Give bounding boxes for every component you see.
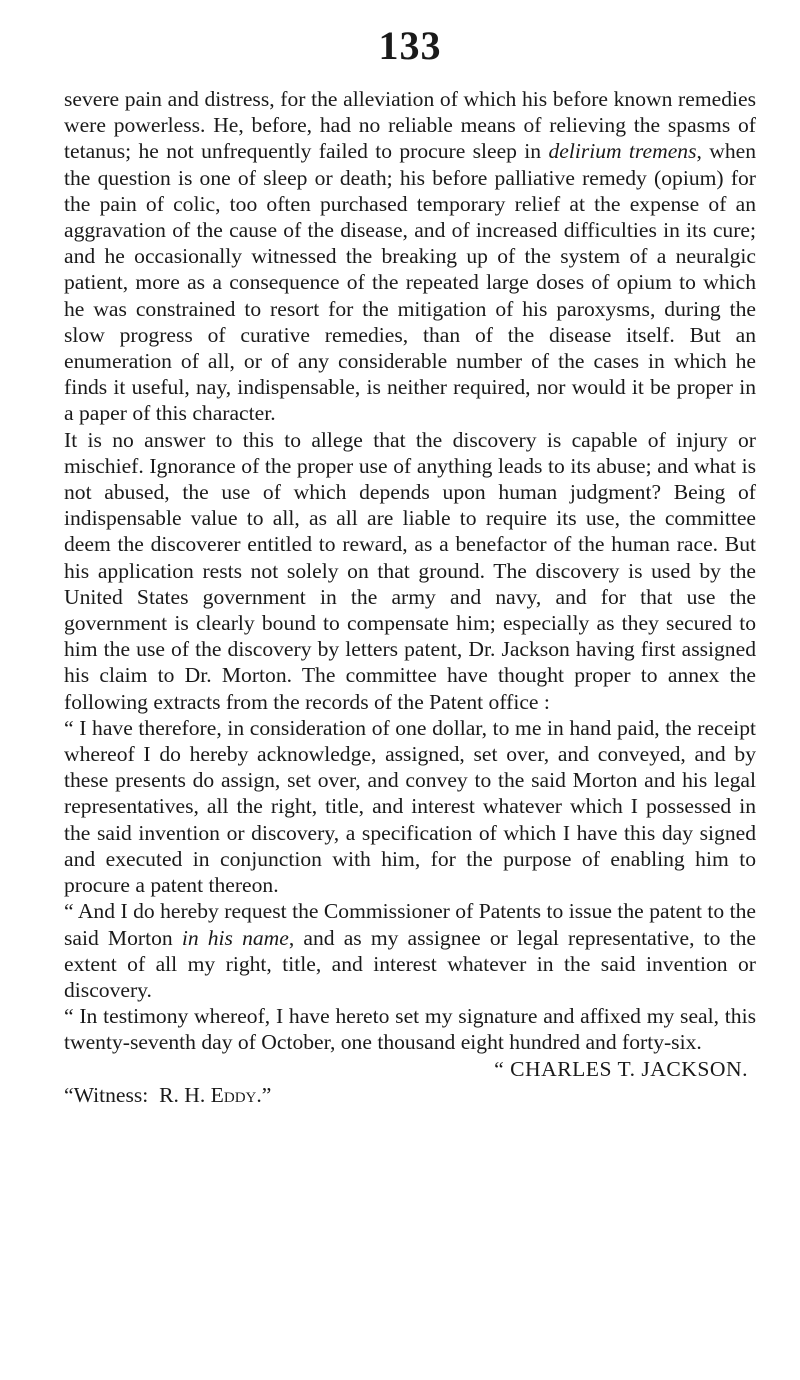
- paragraph-5-testimony: “ In testimony whereof, I have hereto set my signature and affixed my seal, this twenty-seventh day of October, one thousand eight hundred and forty-six.: [64, 1004, 756, 1055]
- witness-label: “Witness:: [64, 1082, 149, 1107]
- page-number: 133: [378, 23, 442, 68]
- witness-line: [64, 1082, 756, 1108]
- witness-name: R. H. Eddy.”: [159, 1082, 272, 1107]
- paragraph-2: It is no answer to this to allege that the discovery is capable of injury or mischief. Ignorance of the proper use of anything leads to its abuse; and what is not abused, the use of which depends upon human judgment? Being of indispensable value to all, as all are liable to require its use, the committee deem the discoverer entitled to reward, as a benefactor of the human race. But his application rests not solely on that ground. The discovery is used by the United States government in the army and navy, and for that use the government is clearly bound to compensate him; especially as they secured to him the use of the discovery by letters patent, Dr. Jackson having first assigned his claim to Dr. Morton. The committee have thought proper to annex the following extracts from the records of the Patent office :: [64, 427, 756, 714]
- paragraph-3-assignment: “ I have therefore, in consideration of one dollar, to me in hand paid, the receipt whereof I do hereby acknowledge, assigned, set over, and conveyed, and by these presents do assign, set over, and convey to the said Morton and his legal representatives, all the right, title, and interest whatever which I possessed in the said invention or discovery, a specification of which I have this day signed and executed in conjunction with him, for the purpose of enabling him to procure a patent thereon.: [64, 715, 756, 898]
- signature-line: “ CHARLES T. JACKSON.: [494, 1056, 748, 1081]
- body-text: [64, 86, 756, 1108]
- paragraph-1: severe pain and distress, for the alleviation of which his before known remedies were powerless. He, before, had no reliable means of relieving the spasms of tetanus; he not unfrequently failed to procure sleep in delirium tremens, when the question is one of sleep or death; his before palliative remedy (opium) for the pain of colic, too often purchased temporary relief at the expense of an aggravation of the cause of the disease, and of increased difficulties in its cure; and he occasionally witnessed the breaking up of the system of a neuralgic patient, more as a consequence of the repeated large doses of opium to which he was constrained to resort for the mitigation of his paroxysms, during the slow progress of curative remedies, than of the disease itself. But an enumeration of all, or of any considerable number of the cases in which he finds it useful, nay, indispensable, is neither required, nor would it be proper in a paper of this character.: [64, 87, 756, 426]
- paragraph-4-request: “ And I do hereby request the Commissioner of Patents to issue the patent to the said Morton in his name, and as my assignee or legal representative, to the extent of all my right, title, and interest whatever in the said invention or discovery.: [64, 899, 756, 1002]
